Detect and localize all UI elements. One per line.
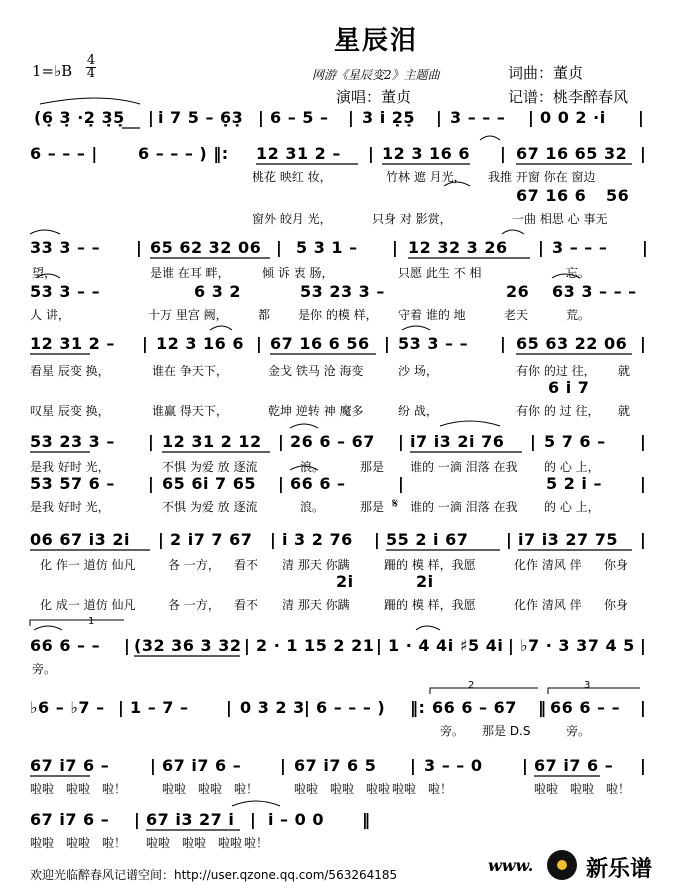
lyric: 荒。 <box>566 308 591 322</box>
lyric: 化作 清风 伴 <box>514 598 582 612</box>
time-signature-bottom: 4 <box>86 66 96 81</box>
measure: 65 62 32 06 <box>150 238 262 257</box>
lyric: 忘。 <box>566 266 591 280</box>
lyric: 的 心 上， <box>544 460 600 474</box>
lyric: 有你 的过 往， <box>516 364 596 378</box>
transcriber-credit: 记谱：桃李醉春风 <box>508 88 629 106</box>
barline: | <box>410 756 417 775</box>
volta-bracket-1 <box>30 620 124 626</box>
slur <box>30 230 60 234</box>
slur <box>502 230 524 234</box>
measure: 6 – 5 – <box>270 108 329 127</box>
lyric: 是我 好时 光， <box>30 460 110 474</box>
lyric: 啦啦 <box>294 782 319 796</box>
lyric: 啦啦 <box>146 836 171 850</box>
watermark-logo: 新乐谱 <box>586 857 653 882</box>
final-barline: ‖ <box>362 810 371 829</box>
lyric: 窗外 皎月 光， <box>252 212 332 226</box>
barline: | <box>256 334 263 353</box>
subtitle: 网游《星辰变2》主题曲 <box>312 68 440 82</box>
measure: 2 · 1 15 2 21 <box>256 636 375 655</box>
lyric: 啦啦 <box>30 836 55 850</box>
barline: | <box>142 334 149 353</box>
lyric: 啦啦 <box>218 836 243 850</box>
slur <box>210 326 232 330</box>
measure: 6 – – – ) <box>316 698 386 717</box>
lyric: 是你 的模 样， <box>298 308 378 322</box>
lyric: 望， <box>32 266 57 280</box>
measure: 0 0 2 ·i <box>540 108 606 127</box>
repeat-barline: ‖: <box>410 698 426 717</box>
lyric: 旁。 <box>566 724 591 738</box>
measure: 5 2 i – <box>546 474 602 493</box>
measure: i7 i3 2i 76 <box>410 432 505 451</box>
barline: | <box>136 238 143 257</box>
watermark-www: www. <box>488 856 534 875</box>
lyric: 有你 的 过 往， <box>516 404 600 418</box>
barline: | <box>384 334 391 353</box>
lyric: 啦啦 <box>162 782 187 796</box>
barline: | <box>640 530 647 549</box>
slur <box>416 626 440 630</box>
lyric: 啦啦 <box>66 782 91 796</box>
barline: | <box>530 432 537 451</box>
barline: | <box>148 108 155 127</box>
barline: | <box>258 108 265 127</box>
measure: 12 32 3 26 <box>408 238 508 257</box>
measure: 6 3 2 <box>194 282 242 301</box>
measure: 6 – – – | <box>30 144 98 163</box>
lyric: 啦啦 <box>366 782 391 796</box>
lyric: 旁。 <box>32 662 57 676</box>
barline: | <box>640 334 647 353</box>
measure: (32 36 3 32 <box>134 636 242 655</box>
double-barline: ‖ <box>538 698 547 717</box>
lyric: 你身 <box>604 558 629 572</box>
barline: | <box>640 474 647 493</box>
barline: | <box>276 238 283 257</box>
volta-bracket-2 <box>430 688 538 694</box>
slur <box>290 466 318 470</box>
volta-second-label: 2 <box>468 680 475 691</box>
lyric: 看星 辰变 换， <box>30 364 110 378</box>
barline: | <box>640 636 647 655</box>
measure: i7 i3 27 75 <box>518 530 618 549</box>
lyric: 清 那天 你蹒 <box>282 598 350 612</box>
slur <box>34 626 62 630</box>
lyric: 乾坤 逆转 神 魔多 <box>268 404 364 418</box>
measure: 12 3 16 6 <box>382 144 471 163</box>
time-signature-top: 4 <box>86 53 96 68</box>
lyric: 只愿 此生 不 相 <box>398 266 482 280</box>
lyric: 啦啦 <box>198 782 223 796</box>
slur <box>402 326 430 330</box>
lyric: 是我 好时 光， <box>30 500 110 514</box>
barline: | <box>528 108 535 127</box>
lyric: 老天 <box>504 308 529 322</box>
measure: 53 3 – – <box>30 282 101 301</box>
barline: | <box>640 144 647 163</box>
lyric: 竹林 遮 月光， <box>386 170 466 184</box>
measure: 0 3 2 3 <box>240 698 305 717</box>
lyric: 啦！ <box>244 836 269 850</box>
lyric: 跚的 模 样，我愿 <box>384 558 476 572</box>
measure: 67 i7 6 – <box>534 756 614 775</box>
lyric: 桃花 映红 妆， <box>252 170 332 184</box>
measure: 5 7 6 – <box>544 432 606 451</box>
measure: 67 16 6 56 <box>270 334 370 353</box>
barline: | <box>148 474 155 493</box>
measure: 1 – 7 – <box>130 698 189 717</box>
lyric: 纷 战， <box>398 404 438 418</box>
lyric: 我推 开窗 你在 窗边 <box>488 170 596 184</box>
lyric: 各 一方， <box>168 558 220 572</box>
footer-note: 欢迎光临醉春风记谱空间：http://user.qzone.qq.com/563264185 <box>30 868 398 882</box>
lyric: 不惧 为爱 放 逐流 <box>162 460 258 474</box>
barline: | <box>398 474 405 493</box>
barline: | <box>398 432 405 451</box>
lyric: 谁在 争天下， <box>152 364 228 378</box>
lyric: 啦！ <box>234 782 259 796</box>
measure: 2 i7 7 67 <box>170 530 253 549</box>
lyric: 化 作一 道仿 仙凡 <box>40 558 136 572</box>
lyric: 那是 <box>360 460 385 474</box>
measure: 6 – – – ) ‖: <box>138 144 229 163</box>
slur <box>480 136 500 140</box>
lyric: 一曲 相思 心 事无 <box>512 212 608 226</box>
measure: 55 2 i 67 <box>386 530 469 549</box>
lyric: 不惧 为爱 放 逐流 <box>162 500 258 514</box>
measure: i 3 2 76 <box>282 530 353 549</box>
lyric: 啦啦 <box>534 782 559 796</box>
lyric: 啦啦 <box>392 782 417 796</box>
barline: | <box>278 432 285 451</box>
measure: 2i <box>336 572 354 591</box>
barline: | <box>538 238 545 257</box>
volta-first-label: 1 <box>88 616 95 627</box>
barline: | <box>522 756 529 775</box>
measure: 67 i7 6 – <box>30 756 110 775</box>
barline: | <box>392 238 399 257</box>
lyric: 金戈 铁马 沧 海变 <box>268 364 364 378</box>
lyric: 啦啦 <box>30 782 55 796</box>
barline: | <box>500 334 507 353</box>
lyric: 谁的 一滴 泪落 在我 <box>410 500 518 514</box>
barline: | <box>640 698 647 717</box>
measure: 56 <box>606 186 630 205</box>
disc-icon <box>547 850 577 880</box>
barline: | <box>280 756 287 775</box>
lyric: 那是 D.S <box>482 724 531 738</box>
lyric: 跚的 模 样，我愿 <box>384 598 476 612</box>
volta-third-label: 3 <box>584 680 591 691</box>
song-title: 星辰泪 <box>334 26 419 56</box>
measure: 67 16 6 <box>516 186 587 205</box>
measure: 53 3 – – <box>398 334 469 353</box>
measure: 12 31 2 – <box>256 144 341 163</box>
barline: | <box>158 530 165 549</box>
lyric: 都 <box>258 308 271 322</box>
measure: 26 <box>506 282 530 301</box>
lyric: 啦啦 <box>66 836 91 850</box>
slur <box>232 801 280 806</box>
barline: | <box>270 530 277 549</box>
lyric: 就 <box>618 404 631 418</box>
measure: 12 31 2 – <box>30 334 115 353</box>
barline: | <box>244 636 251 655</box>
lyric: 谁赢 得天下， <box>152 404 228 418</box>
measure: i – 0 0 <box>268 810 324 829</box>
lyric: 谁的 一滴 泪落 在我 <box>410 460 518 474</box>
lyric: 啦！ <box>606 782 631 796</box>
lyric: 你身 <box>604 598 629 612</box>
barline: | <box>226 698 233 717</box>
lyric: 那是 <box>360 500 385 514</box>
measure: 65 6i 7 65 <box>162 474 256 493</box>
barline: | <box>638 108 645 127</box>
slur <box>36 274 60 278</box>
lyric: 啦啦 <box>570 782 595 796</box>
measure: 63 3 – – – <box>552 282 637 301</box>
measure: ♭7 · 3 37 4 5 <box>520 636 635 655</box>
lyric: 旁。 <box>440 724 465 738</box>
measure: 6 i 7 <box>548 378 590 397</box>
lyric: 是谁 在耳 畔， <box>150 266 230 280</box>
lyric: 守着 谁的 地 <box>398 308 466 322</box>
measure: (6̣ 3̣ ·2̣ 3̣5̣ <box>34 108 125 127</box>
slur <box>440 421 500 426</box>
measure: 65 63 22 06 <box>516 334 628 353</box>
lyric: 各 一方， <box>168 598 220 612</box>
barline: | <box>368 144 375 163</box>
barline: | <box>506 530 513 549</box>
barline: | <box>376 636 383 655</box>
measure: 26 6 – 67 <box>290 432 375 451</box>
lyric: 沙 场， <box>398 364 438 378</box>
lyric: 看不 <box>234 558 259 572</box>
measure: 5 3 1 – <box>296 238 358 257</box>
barline: | <box>278 474 285 493</box>
lyric: 啦！ <box>102 782 127 796</box>
measure: 3 – – – <box>552 238 608 257</box>
measure: 1 · 4 4i ♯5 4i <box>388 636 504 655</box>
barline: | <box>250 810 257 829</box>
lyric: 啦！ <box>102 836 127 850</box>
measure: 67 i7 6 5 <box>294 756 377 775</box>
lyric: 化作 清风 伴 <box>514 558 582 572</box>
barline: | <box>148 432 155 451</box>
barline: | <box>374 530 381 549</box>
lyric: 倾 诉 衷 肠， <box>262 266 334 280</box>
slur <box>290 424 318 428</box>
barline: | <box>508 636 515 655</box>
slur <box>552 274 580 278</box>
barline: | <box>436 108 443 127</box>
measure: 2i <box>416 572 434 591</box>
measure: 3 – – – <box>450 108 506 127</box>
measure: 53 23 3 – <box>30 432 115 451</box>
measure: 67 i7 6 – <box>162 756 242 775</box>
segno-sign: 𝄋 <box>392 496 399 512</box>
barline: | <box>348 108 355 127</box>
measure: 67 i3 27 i <box>146 810 235 829</box>
barline: | <box>500 144 507 163</box>
singer-credit: 演唱：董贞 <box>336 88 412 106</box>
measure: 3 i 2̣5̣ <box>362 108 416 127</box>
lyric: 只身 对 影赏， <box>372 212 452 226</box>
barline: | <box>640 756 647 775</box>
lyric: 啦！ <box>428 782 453 796</box>
volta-bracket-3 <box>548 688 640 694</box>
key-signature: 1=♭B <box>32 62 73 80</box>
lyric: 的 心 上， <box>544 500 600 514</box>
lyric: 啦啦 <box>182 836 207 850</box>
measure: 66 6 – <box>290 474 346 493</box>
slur <box>444 182 470 186</box>
measure: 67 i7 6 – <box>30 810 110 829</box>
measure: 12 3 16 6 <box>156 334 245 353</box>
lyric: 就 <box>618 364 631 378</box>
measure: ♭6 – ♭7 – <box>30 698 105 717</box>
lyric: 浪。 <box>300 500 325 514</box>
lyric: 十万 里宫 阙， <box>148 308 228 322</box>
lyric: 化 成一 道仿 仙凡 <box>40 598 136 612</box>
measure: 66 6 – – <box>550 698 621 717</box>
lyric: 清 那天 你蹒 <box>282 558 350 572</box>
lyric: 啦啦 <box>330 782 355 796</box>
barline: | <box>118 698 125 717</box>
measure: 53 23 3 – <box>300 282 385 301</box>
barline: | <box>640 432 647 451</box>
lyric: 叹星 辰变 换， <box>30 404 110 418</box>
barline: | <box>304 698 311 717</box>
measure: 33 3 – – <box>30 238 101 257</box>
measure: 06 67 i3 2i <box>30 530 130 549</box>
barline: | <box>124 636 131 655</box>
measure: 67 16 65 32 <box>516 144 628 163</box>
measure: 53 57 6 – <box>30 474 115 493</box>
barline: | <box>134 810 141 829</box>
measure: i 7 5 – 6̣3̣ <box>158 108 244 127</box>
slur <box>40 98 140 104</box>
measure: 66 6 – 67 <box>432 698 517 717</box>
lyric: 看不 <box>234 598 259 612</box>
measure: 66 6 – – <box>30 636 101 655</box>
composer-credit: 词曲：董贞 <box>508 64 584 82</box>
measure: 3 – – 0 <box>424 756 483 775</box>
lyric: 人 讲， <box>30 308 70 322</box>
lyric: 浪。 <box>300 460 325 474</box>
measure: 12 31 2 12 <box>162 432 262 451</box>
barline: | <box>150 756 157 775</box>
barline: | <box>642 238 649 257</box>
